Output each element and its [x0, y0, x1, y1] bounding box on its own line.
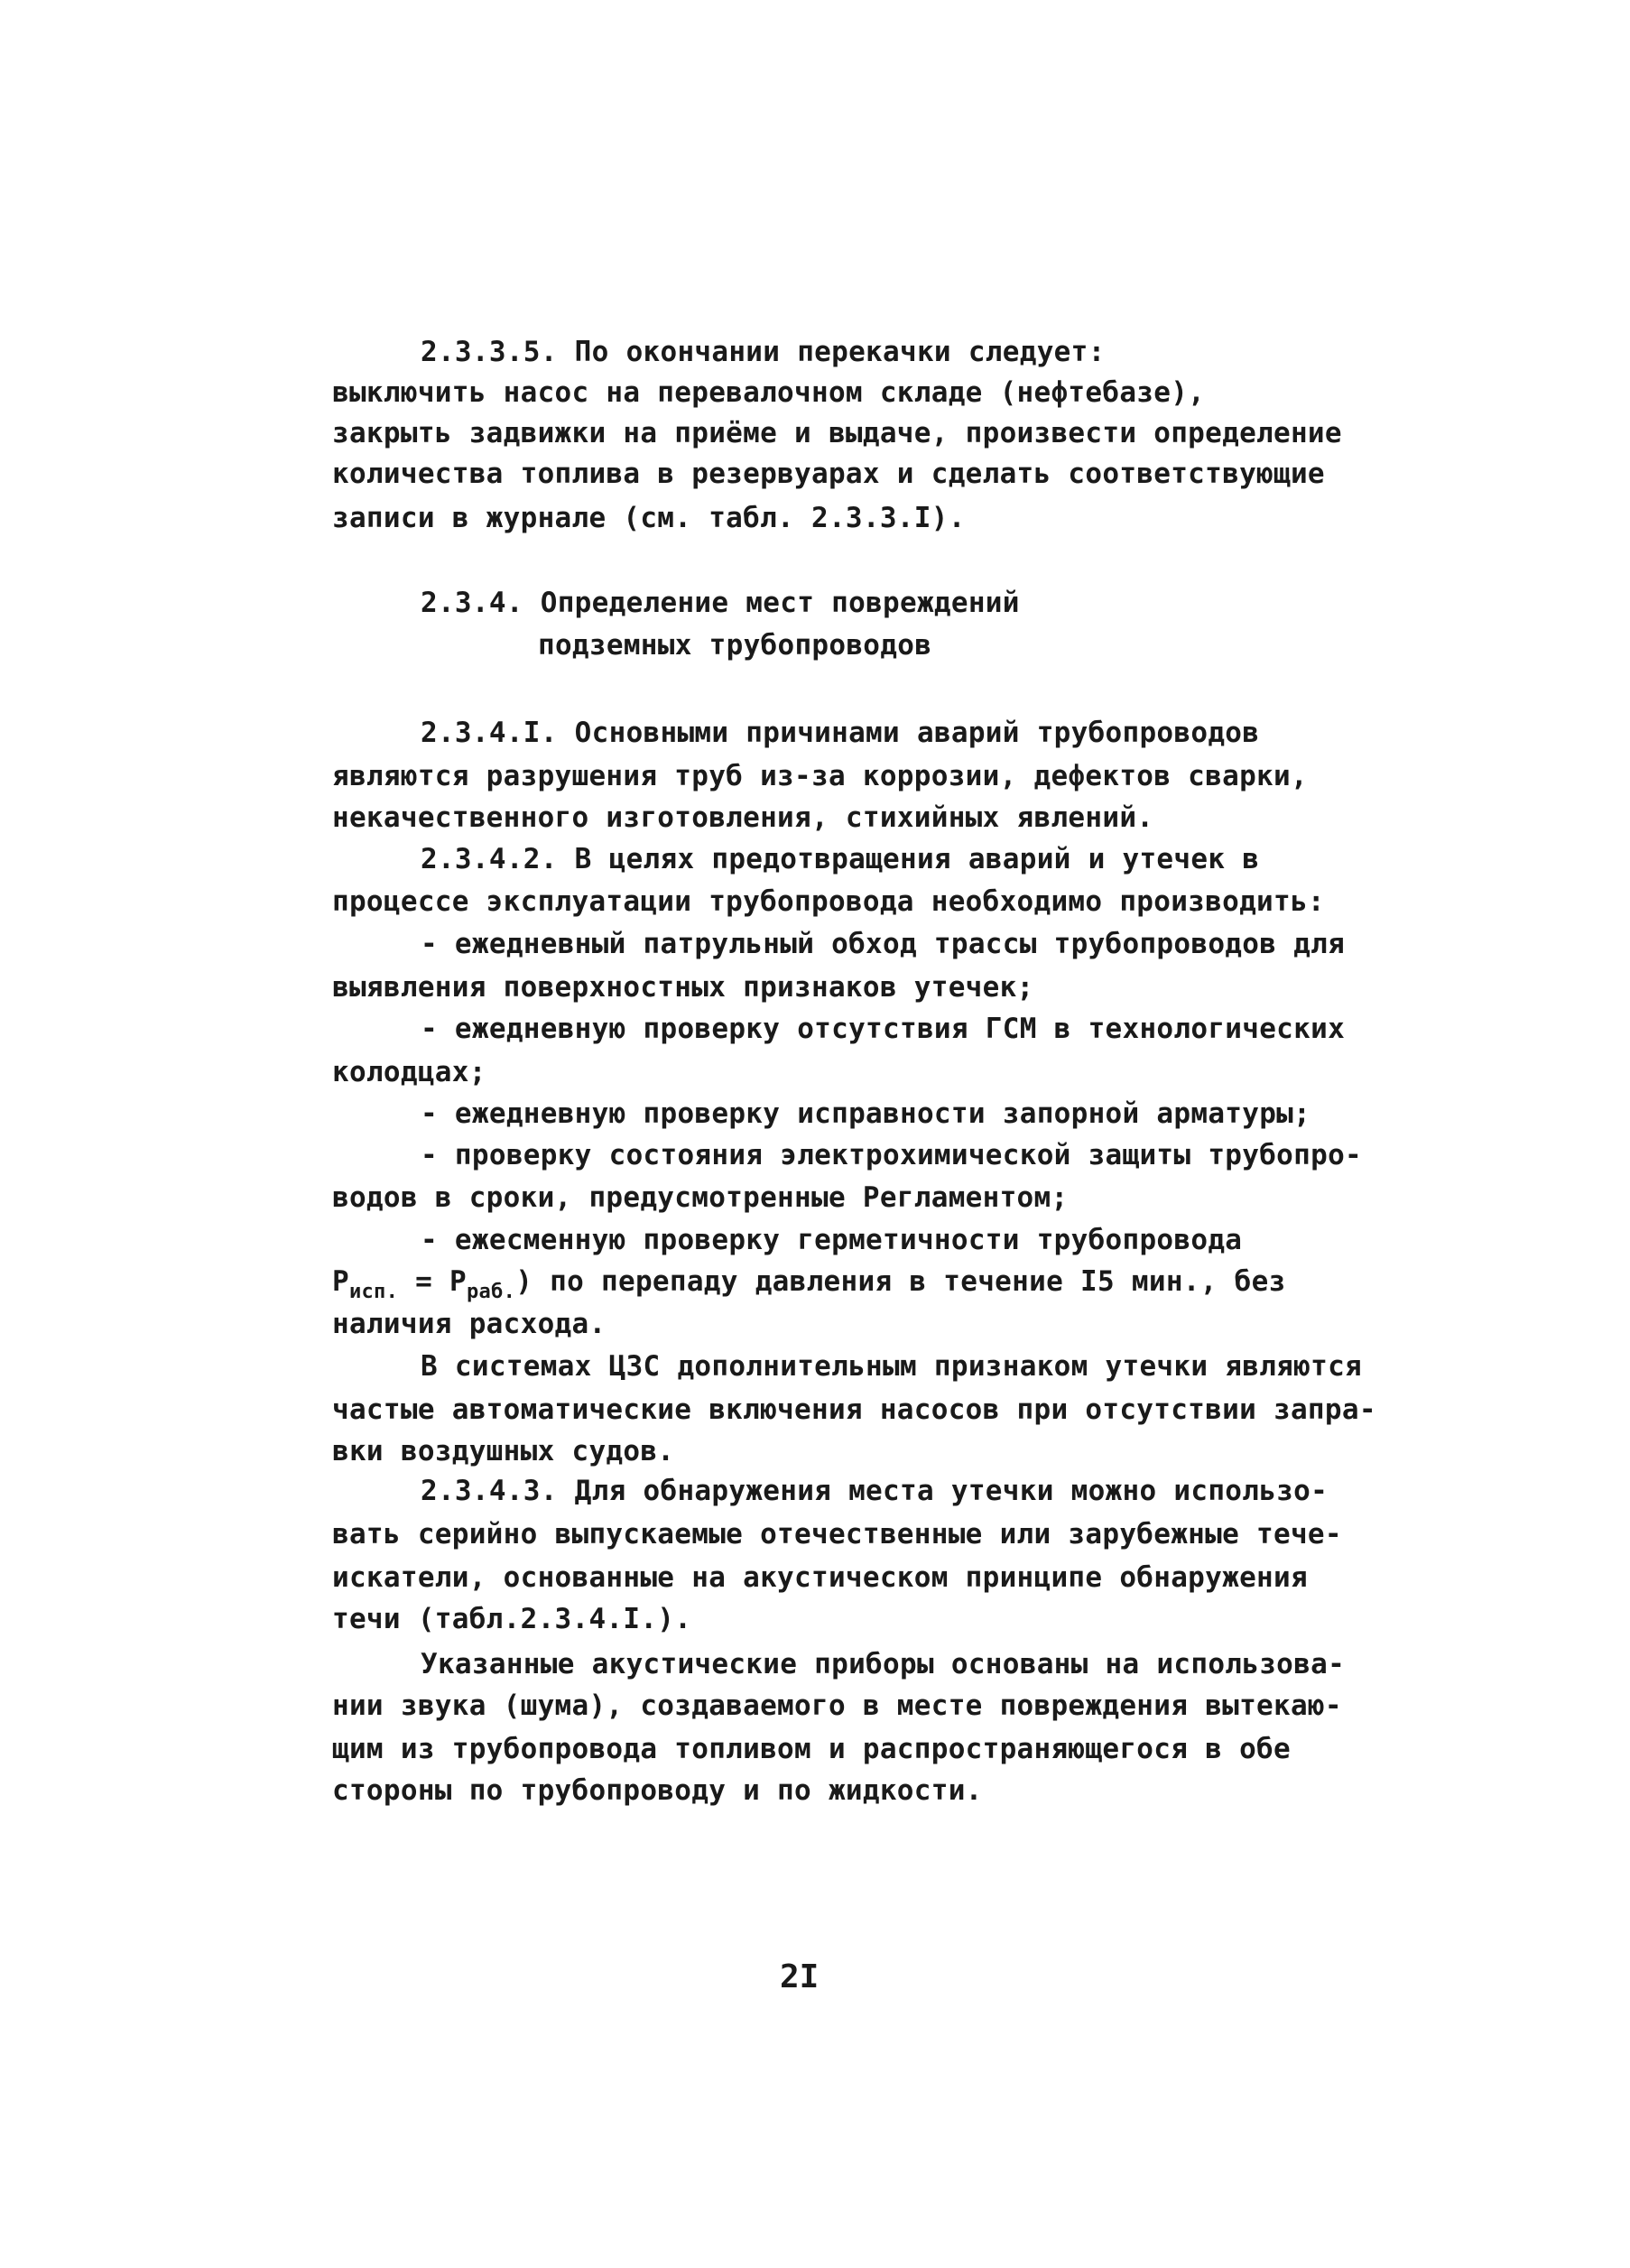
text-line: выявления поверхностных признаков утечек;	[332, 971, 1034, 1004]
section-heading: подземных трубопроводов	[538, 629, 932, 662]
text-line: 2.3.3.5. По окончании перекачки следует:	[421, 336, 1106, 368]
list-item: - проверку состояния электрохимической защиты трубопро-	[421, 1139, 1362, 1171]
list-item: - ежедневную проверку отсутствия ГСМ в технологических	[421, 1013, 1346, 1045]
text-line: водов в сроки, предусмотренные Регламентом;	[332, 1181, 1069, 1214]
list-item: - ежедневную проверку исправности запорной арматуры;	[421, 1097, 1311, 1130]
text-line: В системах ЦЗС дополнительным признаком утечки являются	[421, 1350, 1362, 1383]
section-heading: 2.3.4. Определение мест повреждений	[421, 587, 1020, 619]
text-line: 2.3.4.I. Основными причинами аварий трубопроводов	[421, 717, 1260, 749]
text-line: искатели, основанные на акустическом принципе обнаружения	[332, 1561, 1308, 1594]
text-line: вки воздушных судов.	[332, 1435, 675, 1467]
list-item: - ежедневный патрульный обход трассы трубопроводов для	[421, 928, 1346, 960]
formula-rest: ) по перепаду давления в течение I5 мин., без	[515, 1265, 1286, 1298]
text-line: вать серийно выпускаемые отечественные или зарубежные тече-	[332, 1518, 1342, 1551]
page-number: 2I	[780, 1958, 820, 1995]
text-line: стороны по трубопроводу и по жидкости.	[332, 1774, 983, 1807]
text-line: нии звука (шума), создаваемого в месте повреждения вытекаю-	[332, 1689, 1342, 1722]
text-line: закрыть задвижки на приёме и выдаче, произвести определение	[332, 417, 1342, 449]
text-line: количества топлива в резервуарах и сделать соответствующие	[332, 458, 1325, 490]
formula-eq: = P	[398, 1265, 468, 1298]
text-line: 2.3.4.2. В целях предотвращения аварий и утечек в	[421, 843, 1260, 875]
text-line: наличия расхода.	[332, 1308, 607, 1340]
text-line: записи в журнале (см. табл. 2.3.3.I).	[332, 502, 966, 534]
text-line: выключить насос на перевалочном складе (нефтебазе),	[332, 376, 1206, 409]
text-line: щим из трубопровода топливом и распространяющегося в обе	[332, 1733, 1291, 1765]
text-line: 2.3.4.3. Для обнаружения места утечки можно использо-	[421, 1475, 1329, 1507]
text-line: Указанные акустические приборы основаны на использова-	[421, 1648, 1346, 1680]
formula-p: P	[332, 1265, 349, 1298]
text-line: колодцах;	[332, 1056, 486, 1088]
text-line: некачественного изготовления, стихийных явлений.	[332, 801, 1154, 834]
text-line: течи (табл.2.3.4.I.).	[332, 1603, 692, 1635]
list-item: - ежесменную проверку герметичности трубопровода	[421, 1224, 1243, 1256]
text-line: являются разрушения труб из-за коррозии, дефектов сварки,	[332, 760, 1308, 792]
formula-sub: исп.	[348, 1281, 399, 1303]
text-line: частые автоматические включения насосов при отсутствии запра-	[332, 1393, 1376, 1426]
formula-sub: раб.	[467, 1281, 516, 1303]
text-line: процессе эксплуатации трубопровода необходимо производить:	[332, 885, 1325, 918]
